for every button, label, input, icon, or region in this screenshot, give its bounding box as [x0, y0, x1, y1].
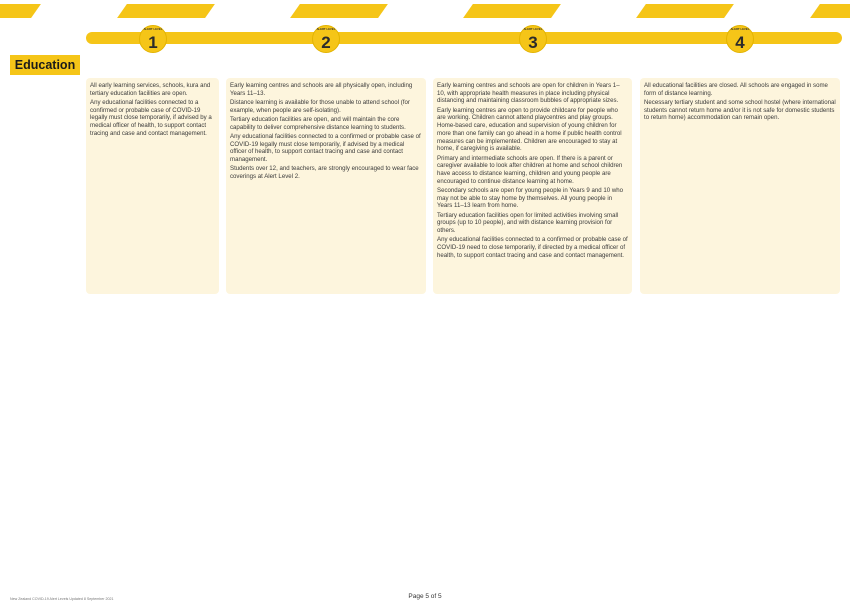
alert-level-2-column [226, 78, 426, 294]
column-paragraph: Any educational facilities connected to a confirmed or probable case of COVID-19 need to close temporarily, if directed by a medical officer of health, to support contact tracing and case and contact management. [437, 236, 628, 259]
decorative-stripe [290, 4, 388, 18]
alert-level-label: ALERT LEVEL [143, 28, 163, 31]
alert-level-label: ALERT LEVEL [316, 28, 336, 31]
alert-level-number: 4 [735, 33, 745, 52]
column-paragraph: Primary and intermediate schools are open. If there is a parent or caregiver available to look after children at home and school children have access to distance learning, children and young people are encouraged to continue distance learning at home. [437, 154, 623, 185]
column-paragraph: All early learning services, schools, kura and tertiary education facilities are open. [90, 82, 211, 97]
column-paragraph: Distance learning is available for those unable to attend school (for example, when people are self-isolating). [230, 99, 410, 114]
alert-level-label: ALERT LEVEL [523, 28, 543, 31]
alert-level-2-badge [312, 25, 340, 53]
alert-level-3-badge [519, 25, 547, 53]
column-paragraph: Early learning centres and schools are all physically open, including Years 11–13. [230, 82, 413, 97]
decorative-stripe [0, 4, 41, 18]
alert-level-number: 2 [321, 33, 331, 52]
alert-level-number: 1 [148, 33, 158, 52]
decorative-stripe [810, 4, 850, 18]
column-paragraph: Secondary schools are open for young people in Years 9 and 10 who may not be able to stay home by themselves. All young people in Years 11–13 learn from home. [437, 186, 623, 210]
alert-level-number: 3 [528, 33, 538, 52]
decorative-stripe [463, 4, 561, 18]
decorative-stripe [117, 4, 215, 18]
column-paragraph: Early learning centres and schools are open for children in Years 1–10, with appropriate health measures in place including physical distancing and maintaining classroom bubbles of appropriate sizes. [437, 82, 620, 105]
alert-level-1-column [86, 78, 219, 294]
column-paragraph: Students over 12, and teachers, are strongly encouraged to wear face coverings at Alert Level 2. [230, 165, 419, 181]
column-paragraph: Any educational facilities connected to a confirmed or probable case of COVID-19 legally must close temporarily, if advised by a medical officer of health, to support contact tracing and case and contact management. [90, 99, 212, 137]
page-number: Page 5 of 5 [408, 593, 442, 600]
alert-level-4-badge [726, 25, 754, 53]
alert-level-label: ALERT LEVEL [730, 28, 750, 31]
column-paragraph: Necessary tertiary student and some school hostel (where international students cannot return home and/or it is not safe for domestic students to return home) accommodation can remain open. [644, 99, 836, 122]
column-paragraph: All educational facilities are closed. All schools are engaged in some form of distance learning. [644, 82, 828, 97]
column-paragraph: Any educational facilities connected to a confirmed or probable case of COVID-19 legally must close temporarily, if advised by a medical officer of health, to support contact tracing and case and contact management. [230, 133, 421, 164]
column-paragraph: Tertiary education facilities open for limited activities involving small groups (up to 10 people), and with distance learning provision for others. [437, 211, 619, 235]
column-paragraph: Tertiary education facilities are open, and will maintain the core capability to deliver comprehensive distance learning to students. [230, 116, 406, 131]
alert-level-3-column [433, 78, 632, 294]
alert-level-4-column [640, 78, 840, 294]
footer-document-info: New Zealand COVID-19 Alert Levels Updated 8 September 2021 [10, 597, 114, 601]
alert-level-1-badge [139, 25, 167, 53]
column-paragraph: Early learning centres are open to provide childcare for people who are working. Children cannot attend playcentres and play groups. Home-based care, education and supervision of young children for more than one family can go ahead in a home if public health control measures can be implemented. Children are encouraged to stay at home, if caregiving is available. [437, 106, 622, 153]
decorative-stripe [636, 4, 734, 18]
section-title: Education [10, 55, 80, 75]
